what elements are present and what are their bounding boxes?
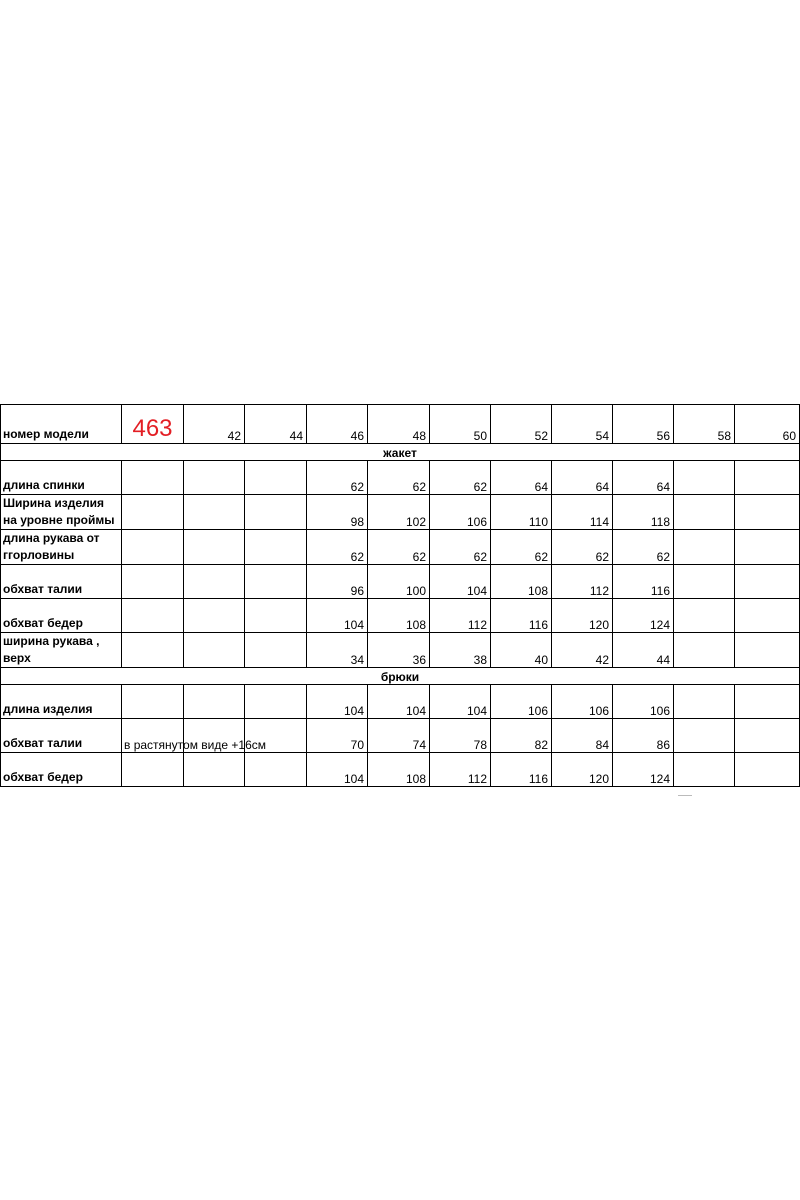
measurement-note [122,530,184,565]
measurement-value [184,599,245,633]
table-row [1,495,800,530]
measurement-value: 62 [368,530,430,565]
measurement-value: 62 [552,530,613,565]
measurement-value: 104 [307,753,368,787]
measurement-value: 38 [430,633,491,668]
model-label: номер модели [1,405,122,444]
size-header: 46 [307,405,368,444]
measurement-note: в растянутом виде +16см [122,719,184,753]
measurement-value: 62 [430,530,491,565]
size-header: 50 [430,405,491,444]
measurement-note [122,633,184,668]
measurement-value: 78 [430,719,491,753]
measurement-value: 106 [552,685,613,719]
measurement-value: 34 [307,633,368,668]
table-row [1,565,800,599]
measurement-value: 70 [307,719,368,753]
measurement-value: 74 [368,719,430,753]
section-title: брюки [1,668,800,685]
measurement-value [184,753,245,787]
measurement-value: 96 [307,565,368,599]
measurement-value [735,753,800,787]
measurement-value: 108 [368,753,430,787]
measurement-value [735,530,800,565]
measurement-label: обхват бедер [1,753,122,787]
measurement-value [735,685,800,719]
measurement-value [735,633,800,668]
measurement-value: 112 [552,565,613,599]
measurement-value [674,599,735,633]
measurement-value: 104 [368,685,430,719]
measurement-value: 106 [430,495,491,530]
measurement-value: 84 [552,719,613,753]
measurement-value: 110 [491,495,552,530]
measurement-value [245,599,307,633]
measurement-value: 42 [552,633,613,668]
measurement-value [184,685,245,719]
size-header: 58 [674,405,735,444]
measurement-value: 62 [368,461,430,495]
table-row [1,530,800,565]
measurement-value [674,685,735,719]
measurement-value: 104 [430,565,491,599]
measurement-value: 120 [552,753,613,787]
measurement-note [122,565,184,599]
measurement-value: 62 [613,530,674,565]
measurement-value: 124 [613,753,674,787]
measurement-value [184,461,245,495]
size-header: 42 [184,405,245,444]
measurement-value [245,530,307,565]
measurement-value: 64 [552,461,613,495]
size-header: 44 [245,405,307,444]
measurement-value [245,633,307,668]
size-header: 56 [613,405,674,444]
measurement-note [122,685,184,719]
header-row [1,405,800,444]
measurement-value [245,753,307,787]
measurement-value: 82 [491,719,552,753]
measurement-value [735,599,800,633]
size-header: 52 [491,405,552,444]
measurement-label: длина изделия [1,685,122,719]
measurement-value: 86 [613,719,674,753]
section-row [1,444,800,461]
table-row [1,753,800,787]
measurement-value [245,461,307,495]
measurement-value: 62 [307,461,368,495]
measurement-value [735,565,800,599]
measurement-note [122,599,184,633]
measurement-value: 62 [307,530,368,565]
measurement-value: 112 [430,753,491,787]
measurement-value: 64 [613,461,674,495]
measurement-value [735,495,800,530]
measurement-value: 98 [307,495,368,530]
size-chart-table [0,404,800,787]
section-row [1,668,800,685]
measurement-label: Ширина изделия на уровне проймы [1,495,122,530]
measurement-value [184,565,245,599]
measurement-value: 116 [491,753,552,787]
measurement-value: 62 [430,461,491,495]
table-row [1,685,800,719]
measurement-value [674,530,735,565]
cell-artifact [678,795,692,798]
measurement-value [674,461,735,495]
size-header: 48 [368,405,430,444]
measurement-value: 108 [491,565,552,599]
measurement-value [245,495,307,530]
measurement-value [674,719,735,753]
measurement-value: 102 [368,495,430,530]
measurement-value [674,565,735,599]
measurement-value: 112 [430,599,491,633]
measurement-value [184,633,245,668]
measurement-value: 116 [613,565,674,599]
measurement-label: обхват бедер [1,599,122,633]
table-row [1,599,800,633]
table-row [1,633,800,668]
measurement-value [245,565,307,599]
measurement-value: 44 [613,633,674,668]
measurement-note [122,461,184,495]
measurement-value [674,753,735,787]
size-header: 60 [735,405,800,444]
measurement-label: длина спинки [1,461,122,495]
measurement-value: 124 [613,599,674,633]
measurement-label: ширина рукава , верх [1,633,122,668]
measurement-value: 118 [613,495,674,530]
measurement-value: 64 [491,461,552,495]
size-header: 54 [552,405,613,444]
measurement-note [122,495,184,530]
section-title: жакет [1,444,800,461]
measurement-value: 36 [368,633,430,668]
measurement-value: 114 [552,495,613,530]
measurement-value: 106 [613,685,674,719]
table-row [1,461,800,495]
measurement-value: 106 [491,685,552,719]
measurement-value: 116 [491,599,552,633]
measurement-value [735,461,800,495]
measurement-value: 100 [368,565,430,599]
measurement-value: 108 [368,599,430,633]
measurement-label: обхват талии [1,719,122,753]
measurement-label: обхват талии [1,565,122,599]
measurement-value: 120 [552,599,613,633]
measurement-label: длина рукава от ггорловины [1,530,122,565]
measurement-value [735,719,800,753]
measurement-value: 62 [491,530,552,565]
table-row [1,719,800,753]
measurement-value: 104 [307,599,368,633]
measurement-value [674,633,735,668]
measurement-value: 104 [430,685,491,719]
measurement-value [245,685,307,719]
measurement-value: 104 [307,685,368,719]
measurement-note [122,753,184,787]
model-number: 463 [122,405,184,444]
measurement-value [184,495,245,530]
measurement-value: 40 [491,633,552,668]
measurement-value [674,495,735,530]
measurement-value [184,530,245,565]
